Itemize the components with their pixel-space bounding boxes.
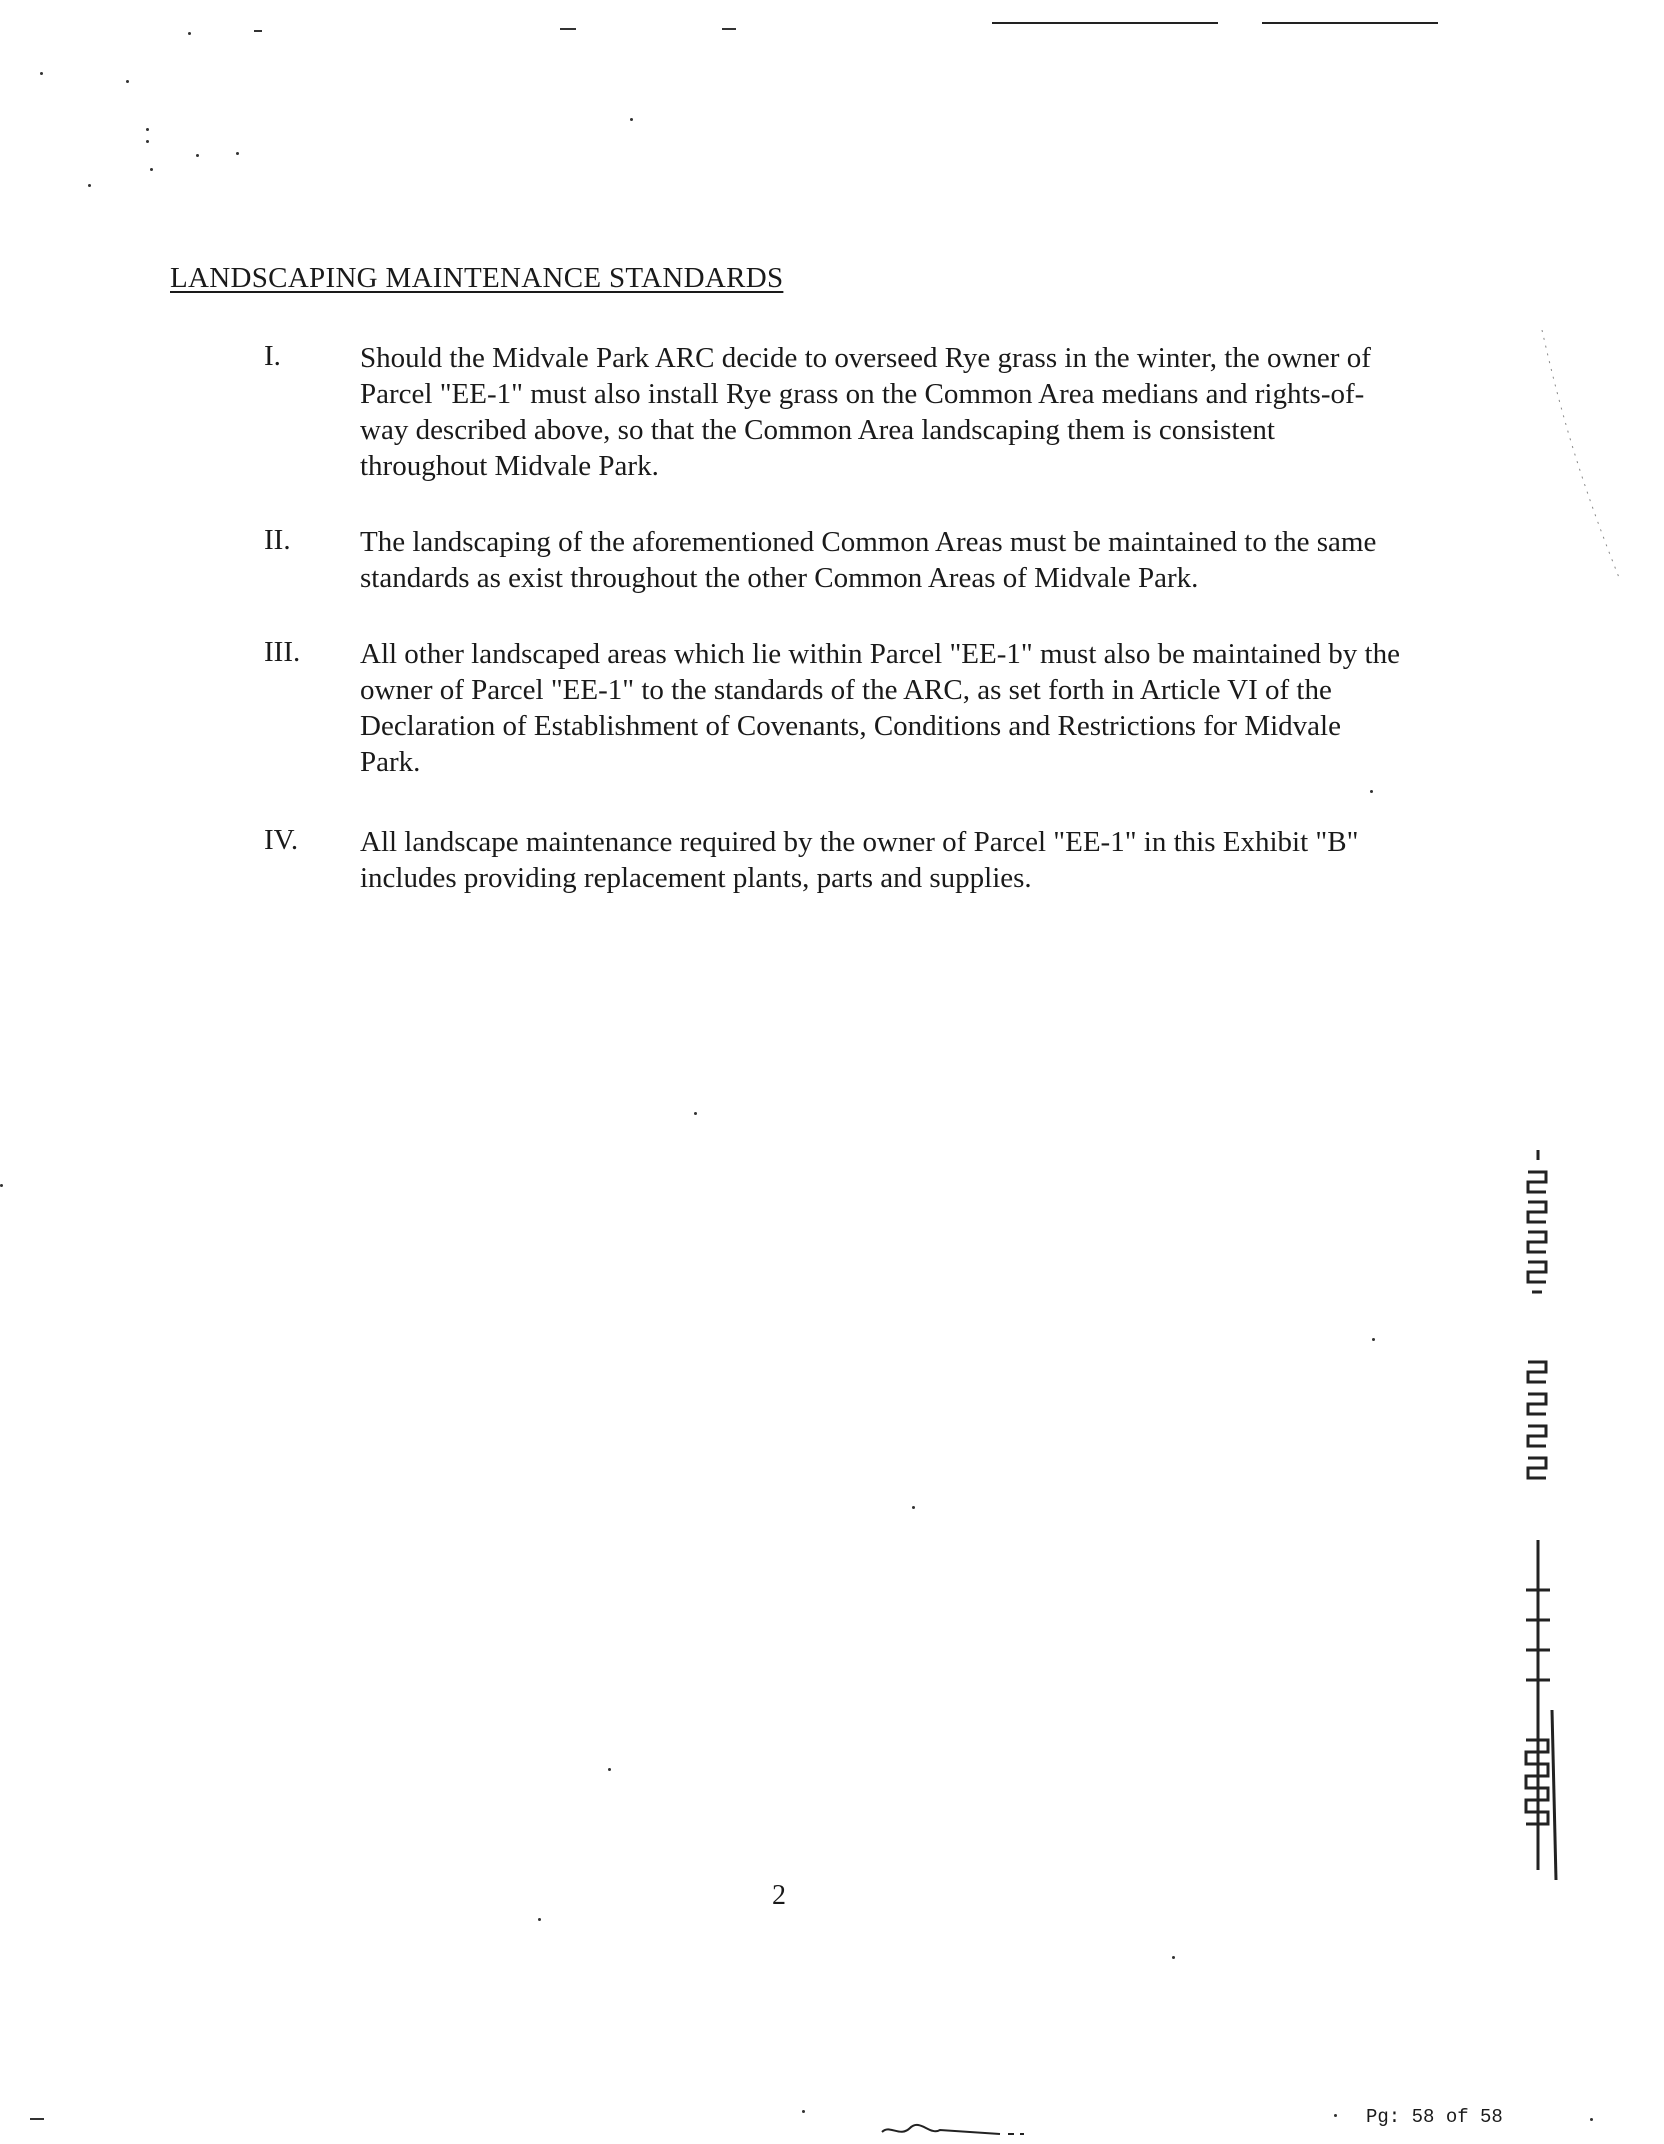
scan-mark: [802, 2110, 805, 2113]
scan-mark: [560, 28, 576, 30]
item-text: The landscaping of the aforementioned Common Areas must be maintained to the same standards as exist throughout the other Common Areas of Midvale Park.: [360, 526, 1377, 594]
scan-mark: [1172, 1956, 1175, 1959]
section-heading: LANDSCAPING MAINTENANCE STANDARDS: [170, 262, 784, 294]
item-numeral: I.: [264, 340, 281, 372]
scan-mark: [150, 168, 153, 171]
footer-scribble-graphic: [880, 2120, 1030, 2142]
item-text: Should the Midvale Park ARC decide to overseed Rye grass in the winter, the owner of Parcel "EE-1" must also install Rye grass on the Common Area medians and rights-of-way described above, so that the Common Area landscaping them is consistent throughout Midvale Park.: [360, 342, 1371, 482]
item-numeral: III.: [264, 636, 301, 668]
scan-mark: [1370, 790, 1373, 793]
item-numeral: IV.: [264, 824, 299, 856]
scan-mark: [196, 154, 199, 157]
scan-mark: [912, 1506, 915, 1509]
scan-mark: [1334, 2114, 1337, 2117]
scan-mark: [0, 1184, 3, 1187]
scan-mark: [538, 1918, 541, 1921]
top-rule-line: [992, 22, 1218, 24]
footer-page-count: Pg: 58 of 58: [1366, 2106, 1503, 2128]
scan-mark: [254, 30, 262, 32]
scan-mark: [146, 128, 149, 131]
scan-mark: [146, 140, 149, 143]
scan-mark: [608, 1768, 611, 1771]
scan-mark: [126, 80, 129, 83]
scan-streak-graphic: [1540, 330, 1630, 590]
item-numeral: II.: [264, 524, 291, 556]
recording-stamp-graphic: [1518, 1150, 1558, 1880]
scan-mark: [40, 72, 43, 75]
scan-mark: [722, 28, 736, 30]
scan-mark: [188, 32, 191, 35]
scan-mark: [1590, 2118, 1593, 2121]
page-number: 2: [772, 1880, 786, 1911]
item-text: All landscape maintenance required by the owner of Parcel "EE-1" in this Exhibit "B" includes providing replacement plants, parts and supplies.: [360, 826, 1359, 894]
scan-mark: [88, 184, 91, 187]
scan-mark: [694, 1112, 697, 1115]
scan-mark: [236, 152, 239, 155]
item-text: All other landscaped areas which lie within Parcel "EE-1" must also be maintained by the owner of Parcel "EE-1" to the standards of the ARC, as set forth in Article VI of the Declaration of Establishment of Covenants, Conditions and Restrictions for Midvale Park.: [360, 638, 1400, 778]
scan-mark: [630, 118, 633, 121]
scan-mark: [1372, 1338, 1375, 1341]
scan-mark: [30, 2118, 44, 2120]
top-rule-line: [1262, 22, 1438, 24]
